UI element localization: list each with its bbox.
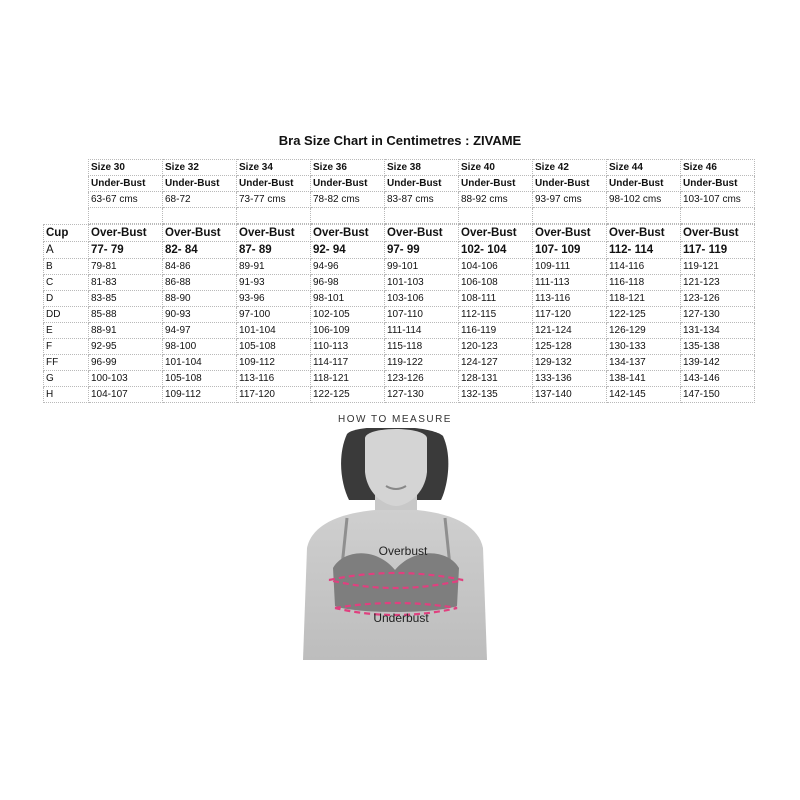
- spacer-cell: [533, 208, 607, 224]
- spacer-cell: [89, 208, 163, 224]
- overbust-value-cell: 119-122: [385, 355, 459, 371]
- overbust-value-cell: 138-141: [607, 371, 681, 387]
- overbust-value-cell: 112-115: [459, 307, 533, 323]
- underbust-label-cell: Under-Bust: [385, 176, 459, 192]
- underbust-label-cell: Under-Bust: [163, 176, 237, 192]
- overbust-value-cell: 124-127: [459, 355, 533, 371]
- overbust-value-cell: 105-108: [237, 339, 311, 355]
- cup-row: [44, 355, 755, 371]
- overbust-value-cell: 96-98: [311, 275, 385, 291]
- overbust-value-cell: 109-112: [237, 355, 311, 371]
- cup-label-cell: DD: [44, 307, 89, 323]
- overbust-value-cell: 133-136: [533, 371, 607, 387]
- overbust-value-cell: 94-96: [311, 259, 385, 275]
- overbust-header-cell: Over-Bust: [311, 225, 385, 242]
- overbust-value-cell: 117-120: [237, 387, 311, 403]
- overbust-value-cell: 139-142: [681, 355, 755, 371]
- cup-label-cell: C: [44, 275, 89, 291]
- overbust-value-cell: 92- 94: [311, 242, 385, 259]
- overbust-header-cell: Over-Bust: [681, 225, 755, 242]
- overbust-value-cell: 96-99: [89, 355, 163, 371]
- overbust-value-cell: 107-110: [385, 307, 459, 323]
- cup-row: [44, 242, 755, 259]
- overbust-value-cell: 131-134: [681, 323, 755, 339]
- overbust-value-cell: 123-126: [681, 291, 755, 307]
- overbust-value-cell: 134-137: [607, 355, 681, 371]
- overbust-value-cell: 103-106: [385, 291, 459, 307]
- cup-overbust-table: [43, 224, 755, 403]
- overbust-value-cell: 127-130: [681, 307, 755, 323]
- overbust-value-cell: 121-124: [533, 323, 607, 339]
- overbust-value-cell: 88-90: [163, 291, 237, 307]
- overbust-value-cell: 101-104: [237, 323, 311, 339]
- underbust-range-cell: 78-82 cms: [311, 192, 385, 208]
- cup-row: [44, 259, 755, 275]
- overbust-header-cell: Over-Bust: [237, 225, 311, 242]
- size-header-cell: Size 30: [89, 160, 163, 176]
- overbust-value-cell: 126-129: [607, 323, 681, 339]
- overbust-value-cell: 121-123: [681, 275, 755, 291]
- overbust-value-cell: 106-109: [311, 323, 385, 339]
- underbust-label: Underbust: [373, 611, 429, 625]
- overbust-value-cell: 82- 84: [163, 242, 237, 259]
- spacer-cell: [237, 208, 311, 224]
- overbust-value-cell: 99-101: [385, 259, 459, 275]
- size-header-cell: Size 46: [681, 160, 755, 176]
- overbust-value-cell: 104-106: [459, 259, 533, 275]
- overbust-header-cell: Over-Bust: [163, 225, 237, 242]
- cup-label-cell: E: [44, 323, 89, 339]
- underbust-label-cell: Under-Bust: [237, 176, 311, 192]
- size-underbust-table: [88, 159, 755, 224]
- overbust-value-cell: 122-125: [607, 307, 681, 323]
- overbust-value-cell: 135-138: [681, 339, 755, 355]
- underbust-range-row: [89, 192, 755, 208]
- overbust-value-cell: 97-100: [237, 307, 311, 323]
- overbust-value-cell: 79-81: [89, 259, 163, 275]
- cup-row: [44, 291, 755, 307]
- overbust-value-cell: 102- 104: [459, 242, 533, 259]
- cup-label-cell: G: [44, 371, 89, 387]
- overbust-value-cell: 102-105: [311, 307, 385, 323]
- chart-title: Bra Size Chart in Centimetres : ZIVAME: [278, 133, 522, 148]
- overbust-value-cell: 129-132: [533, 355, 607, 371]
- overbust-value-cell: 117-120: [533, 307, 607, 323]
- cup-label-cell: D: [44, 291, 89, 307]
- measurement-figure: [295, 428, 495, 660]
- spacer-cell: [311, 208, 385, 224]
- overbust-value-cell: 92-95: [89, 339, 163, 355]
- overbust-header-cell: Over-Bust: [89, 225, 163, 242]
- overbust-value-cell: 120-123: [459, 339, 533, 355]
- overbust-value-cell: 111-113: [533, 275, 607, 291]
- overbust-value-cell: 119-121: [681, 259, 755, 275]
- size-header-cell: Size 34: [237, 160, 311, 176]
- overbust-value-cell: 109-112: [163, 387, 237, 403]
- overbust-value-cell: 114-116: [607, 259, 681, 275]
- spacer-row: [89, 208, 755, 224]
- overbust-header-cell: Over-Bust: [607, 225, 681, 242]
- underbust-label-cell: Under-Bust: [607, 176, 681, 192]
- overbust-value-cell: 125-128: [533, 339, 607, 355]
- underbust-label-cell: Under-Bust: [89, 176, 163, 192]
- overbust-value-cell: 123-126: [385, 371, 459, 387]
- overbust-header-cell: Over-Bust: [533, 225, 607, 242]
- cup-label-cell: B: [44, 259, 89, 275]
- underbust-range-cell: 68-72: [163, 192, 237, 208]
- size-header-cell: Size 44: [607, 160, 681, 176]
- underbust-range-cell: 98-102 cms: [607, 192, 681, 208]
- cup-label-cell: F: [44, 339, 89, 355]
- overbust-value-cell: 116-119: [459, 323, 533, 339]
- size-header-cell: Size 32: [163, 160, 237, 176]
- overbust-value-cell: 118-121: [607, 291, 681, 307]
- overbust-value-cell: 137-140: [533, 387, 607, 403]
- overbust-value-cell: 83-85: [89, 291, 163, 307]
- overbust-value-cell: 100-103: [89, 371, 163, 387]
- overbust-value-cell: 101-103: [385, 275, 459, 291]
- overbust-value-cell: 113-116: [237, 371, 311, 387]
- spacer-cell: [459, 208, 533, 224]
- cup-row: [44, 323, 755, 339]
- overbust-value-cell: 89-91: [237, 259, 311, 275]
- underbust-range-cell: 103-107 cms: [681, 192, 755, 208]
- overbust-value-cell: 86-88: [163, 275, 237, 291]
- overbust-value-cell: 114-117: [311, 355, 385, 371]
- size-header-cell: Size 38: [385, 160, 459, 176]
- overbust-value-cell: 132-135: [459, 387, 533, 403]
- cup-label-cell: FF: [44, 355, 89, 371]
- overbust-value-cell: 91-93: [237, 275, 311, 291]
- spacer-cell: [681, 208, 755, 224]
- overbust-value-cell: 110-113: [311, 339, 385, 355]
- underbust-label-cell: Under-Bust: [533, 176, 607, 192]
- overbust-value-cell: 147-150: [681, 387, 755, 403]
- overbust-value-cell: 127-130: [385, 387, 459, 403]
- underbust-range-cell: 88-92 cms: [459, 192, 533, 208]
- overbust-value-cell: 77- 79: [89, 242, 163, 259]
- size-header-cell: Size 36: [311, 160, 385, 176]
- overbust-value-cell: 97- 99: [385, 242, 459, 259]
- spacer-cell: [163, 208, 237, 224]
- overbust-value-cell: 101-104: [163, 355, 237, 371]
- overbust-value-cell: 130-133: [607, 339, 681, 355]
- overbust-value-cell: 111-114: [385, 323, 459, 339]
- overbust-value-cell: 90-93: [163, 307, 237, 323]
- overbust-value-cell: 94-97: [163, 323, 237, 339]
- overbust-value-cell: 128-131: [459, 371, 533, 387]
- overbust-value-cell: 112- 114: [607, 242, 681, 259]
- overbust-value-cell: 108-111: [459, 291, 533, 307]
- overbust-value-cell: 93-96: [237, 291, 311, 307]
- spacer-cell: [385, 208, 459, 224]
- overbust-value-cell: 84-86: [163, 259, 237, 275]
- cup-label-cell: A: [44, 242, 89, 259]
- cup-header-cell: Cup: [44, 225, 89, 242]
- cup-row: [44, 339, 755, 355]
- overbust-value-cell: 115-118: [385, 339, 459, 355]
- overbust-header-row: [44, 225, 755, 242]
- underbust-range-cell: 73-77 cms: [237, 192, 311, 208]
- overbust-value-cell: 142-145: [607, 387, 681, 403]
- size-header-cell: Size 42: [533, 160, 607, 176]
- overbust-value-cell: 85-88: [89, 307, 163, 323]
- cup-row: [44, 371, 755, 387]
- overbust-value-cell: 118-121: [311, 371, 385, 387]
- overbust-value-cell: 88-91: [89, 323, 163, 339]
- cup-row: [44, 307, 755, 323]
- overbust-label: Overbust: [378, 544, 428, 558]
- underbust-label-cell: Under-Bust: [311, 176, 385, 192]
- overbust-value-cell: 106-108: [459, 275, 533, 291]
- overbust-value-cell: 98-100: [163, 339, 237, 355]
- underbust-range-cell: 63-67 cms: [89, 192, 163, 208]
- size-row: [89, 160, 755, 176]
- how-to-measure-heading: HOW TO MEASURE: [338, 414, 452, 425]
- overbust-value-cell: 116-118: [607, 275, 681, 291]
- underbust-range-cell: 93-97 cms: [533, 192, 607, 208]
- cup-row: [44, 387, 755, 403]
- overbust-value-cell: 87- 89: [237, 242, 311, 259]
- overbust-value-cell: 109-111: [533, 259, 607, 275]
- overbust-value-cell: 98-101: [311, 291, 385, 307]
- cup-row: [44, 275, 755, 291]
- overbust-value-cell: 113-116: [533, 291, 607, 307]
- overbust-value-cell: 105-108: [163, 371, 237, 387]
- size-header-cell: Size 40: [459, 160, 533, 176]
- overbust-value-cell: 81-83: [89, 275, 163, 291]
- overbust-value-cell: 122-125: [311, 387, 385, 403]
- overbust-header-cell: Over-Bust: [385, 225, 459, 242]
- cup-label-cell: H: [44, 387, 89, 403]
- overbust-value-cell: 117- 119: [681, 242, 755, 259]
- underbust-label-cell: Under-Bust: [459, 176, 533, 192]
- underbust-label-cell: Under-Bust: [681, 176, 755, 192]
- overbust-value-cell: 143-146: [681, 371, 755, 387]
- overbust-header-cell: Over-Bust: [459, 225, 533, 242]
- underbust-label-row: [89, 176, 755, 192]
- overbust-value-cell: 104-107: [89, 387, 163, 403]
- spacer-cell: [607, 208, 681, 224]
- overbust-value-cell: 107- 109: [533, 242, 607, 259]
- underbust-range-cell: 83-87 cms: [385, 192, 459, 208]
